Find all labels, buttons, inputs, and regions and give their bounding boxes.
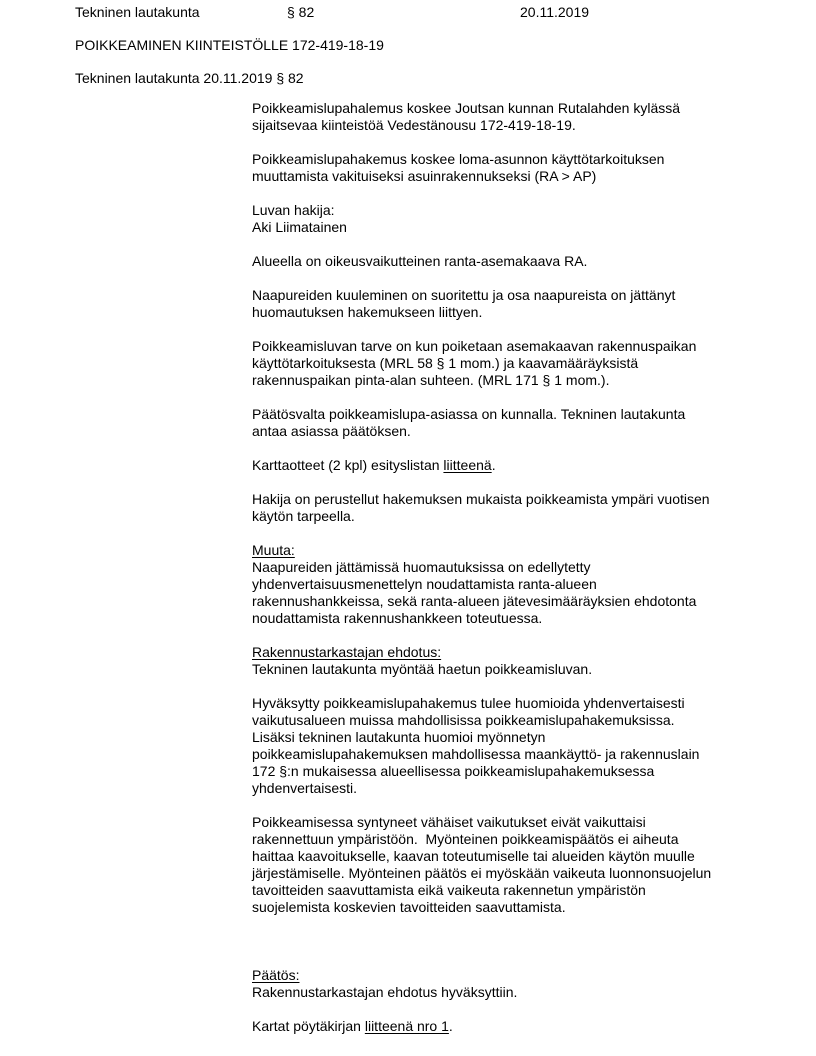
text-segment: Naapureiden jättämissä huomautuksissa on edellytetty [252,559,591,575]
paragraph-line [252,355,772,372]
paragraph-line [252,423,772,440]
underlined-text: liitteenä [443,457,492,473]
paragraph-line [252,287,772,304]
paragraph [252,287,772,321]
paragraph [252,695,772,797]
paragraph-line [252,508,772,525]
text-segment: Poikkeamislupahakemus koskee loma-asunnon käyttötarkoituksen [252,151,665,167]
paragraph [252,1018,772,1035]
paragraph-line [252,1018,772,1035]
paragraph-line [252,831,772,848]
paragraph-line [252,814,772,831]
text-segment: poikkeamislupahakemuksen mahdollisessa maankäyttö- ja rakennuslain [252,746,700,762]
text-segment: Naapureiden kuuleminen on suoritettu ja osa naapureista on jättänyt [252,287,676,303]
paragraph-line [252,593,772,610]
paragraph-line [252,100,772,117]
text-segment: muuttamista vakituiseksi asuinrakennukseksi (RA > AP) [252,168,597,184]
meeting-date: 20.11.2019 [520,4,590,20]
paragraph-line [252,967,772,984]
text-segment: Lisäksi tekninen lautakunta huomioi myönnetyn [252,729,546,745]
paragraph [252,542,772,627]
text-segment: Päätösvalta poikkeamislupa-asiassa on kunnalla. Tekninen lautakunta [252,406,686,422]
text-segment: yhdenvertaisuusmenettelyn noudattamista ranta-alueen [252,576,597,592]
paragraph-line [252,117,772,134]
paragraph-line [252,457,772,474]
paragraph [252,202,772,236]
paragraph-line [252,865,772,882]
document-title: POIKKEAMINEN KIINTEISTÖLLE 172-419-18-19 [75,37,384,53]
paragraph [252,457,772,474]
paragraph-line [252,984,772,1001]
text-segment: . [448,1018,453,1034]
section-number: § 82 [287,4,315,20]
text-segment: vaikutusalueen muissa mahdollisissa poikkeamislupahakemuksissa. [252,712,675,728]
underlined-text: Muuta: [252,542,295,558]
paragraph [252,406,772,440]
document-header [0,4,816,21]
text-segment: Luvan hakija: [252,202,335,218]
text-segment: haittaa kaavoitukselle, kaavan toteutumiselle tai alueiden käytön muulle [252,848,695,864]
paragraph-line [252,899,772,916]
paragraph-line [252,491,772,508]
paragraph-line [252,644,772,661]
text-segment: Hyväksytty poikkeamislupahakemus tulee huomioida yhdenvertaisesti [252,695,685,711]
paragraph-line [252,406,772,423]
paragraph-line [252,372,772,389]
paragraph-line [252,576,772,593]
paragraph-line [252,219,772,236]
underlined-text: Päätös: [252,967,300,983]
paragraph [252,967,772,1001]
text-segment: Poikkeamislupahalemus koskee Joutsan kunnan Rutalahden kylässä [252,100,681,116]
text-segment: suojelemista koskevien tavoitteiden saavuttamista. [252,899,566,915]
paragraph [252,100,772,134]
text-segment: Hakija on perustellut hakemuksen mukaista poikkeamista ympäri vuotisen [252,491,710,507]
paragraph [252,151,772,185]
paragraph-line [252,542,772,559]
text-segment: käytön tarpeella. [252,508,355,524]
text-segment: Aki Liimatainen [252,219,347,235]
paragraph [252,814,772,916]
text-segment: tavoitteiden saavuttamista eikä vaikeuta rakennetun ympäristön [252,882,646,898]
paragraph-line [252,151,772,168]
text-segment: rakennettuun ympäristöön. Myönteinen poikkeamispäätös ei aiheuta [252,831,679,847]
text-segment: yhdenvertaisesti. [252,780,358,796]
paragraph-line [252,610,772,627]
text-segment: noudattamista rakennushankkeen toteutuessa. [252,610,543,626]
paragraph-line [252,848,772,865]
text-segment: Karttaotteet (2 kpl) esityslistan [252,457,444,473]
paragraph-line [252,559,772,576]
text-segment: Poikkeamisessa syntyneet vähäiset vaikutukset eivät vaikuttaisi [252,814,646,830]
underlined-text: liitteenä nro 1 [364,1018,449,1034]
paragraph-line [252,882,772,899]
text-segment: Rakennustarkastajan ehdotus hyväksyttiin. [252,984,518,1000]
text-segment: järjestämiselle. Myönteinen päätös ei myöskään vaikeuta luonnonsuojelun [252,865,712,881]
text-segment: Tekninen lautakunta myöntää haetun poikkeamisluvan. [252,661,593,677]
text-segment: . [491,457,496,473]
text-segment: rakennushankkeissa, sekä ranta-alueen jätevesimääräyksien ehdotonta [252,593,697,609]
text-segment: antaa asiassa päätöksen. [252,423,411,439]
paragraph-line [252,763,772,780]
paragraph-line [252,729,772,746]
text-segment: Kartat pöytäkirjan [252,1018,365,1034]
paragraph-line [252,202,772,219]
committee-name: Tekninen lautakunta [75,4,200,20]
paragraph [252,644,772,678]
paragraph-line [252,746,772,763]
text-segment: käyttötarkoituksesta (MRL 58 § 1 mom.) ja kaavamääräyksistä [252,355,639,371]
paragraph-line [252,168,772,185]
paragraph-line [252,304,772,321]
paragraph-line [252,780,772,797]
paragraph [252,491,772,525]
document-subtitle: Tekninen lautakunta 20.11.2019 § 82 [75,70,304,86]
document-body [252,100,772,1052]
paragraph-line [252,338,772,355]
paragraph-line [252,695,772,712]
paragraph [252,338,772,389]
paragraph-line [252,712,772,729]
underlined-text: Rakennustarkastajan ehdotus: [252,644,442,660]
text-segment: huomautuksen hakemukseen liittyen. [252,304,483,320]
text-segment: rakennuspaikan pinta-alan suhteen. (MRL 171 § 1 mom.). [252,372,610,388]
paragraph-line [252,661,772,678]
text-segment: Alueella on oikeusvaikutteinen ranta-asemakaava RA. [252,253,588,269]
text-segment: 172 §:n mukaisessa alueellisessa poikkeamislupahakemuksessa [252,763,655,779]
paragraph-line [252,253,772,270]
text-segment: Poikkeamisluvan tarve on kun poiketaan asemakaavan rakennuspaikan [252,338,697,354]
text-segment: sijaitsevaa kiinteistöä Vedestänousu 172-419-18-19. [252,117,576,133]
paragraph [252,253,772,270]
